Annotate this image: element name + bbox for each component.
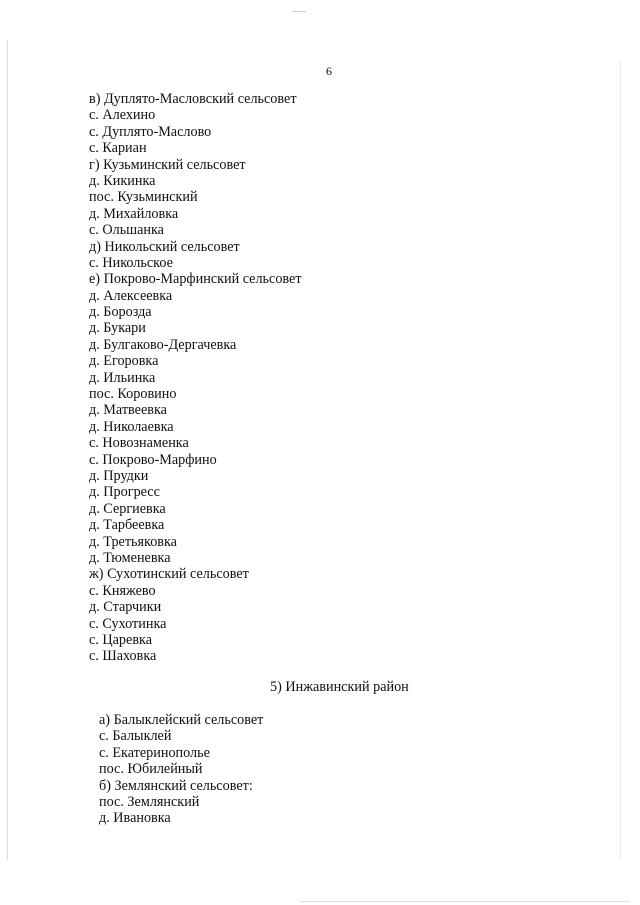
list-item: д. Сергиевка [89,500,166,517]
list-item: с. Княжево [89,582,156,599]
list-item: б) Землянский сельсовет: [99,777,253,794]
list-item: д. Кикинка [89,172,156,189]
page-number: 6 [326,64,332,78]
section-heading: 5) Инжавинский район [270,679,409,695]
scan-edge-bottom [300,901,630,902]
list-item: с. Новознаменка [89,435,189,452]
list-item: д. Матвеевка [89,402,167,419]
list-item: пос. Землянский [99,793,200,810]
list-item: в) Дуплято-Масловский сельсовет [89,91,297,107]
settlement-list-2 [99,712,263,827]
list-item: а) Балыклейский сельсовет [99,712,264,728]
list-item: е) Покрово-Марфинский сельсовет [89,271,302,288]
list-item: д. Булгаково-Дергачевка [89,336,237,353]
list-item: д. Тюменевка [89,549,171,566]
list-item: д. Тарбеевка [89,517,165,534]
list-item: с. Алехино [89,107,156,124]
list-item: д. Алексеевка [89,287,173,304]
list-item: с. Никольское [89,254,173,271]
list-item: с. Сухотинка [89,615,167,632]
list-item: д. Борозда [89,304,152,321]
list-item: д. Михайловка [89,205,179,222]
list-item: д. Прогресс [89,484,160,501]
list-item: д. Старчики [89,599,162,616]
list-item: пос. Кузьминский [89,189,198,206]
list-item: с. Кариан [89,140,147,157]
list-item: с. Балыклей [99,728,172,745]
list-item: с. Екатеринополье [99,744,210,761]
list-item: д. Ильинка [89,369,156,386]
list-item: д. Николаевка [89,418,174,435]
list-item: с. Шаховка [89,648,157,665]
list-item: с. Покрово-Марфино [89,451,217,468]
list-item: пос. Коровино [89,386,177,403]
settlement-list-1 [89,91,302,665]
list-item: д. Егоровка [89,353,159,370]
list-item: с. Ольшанка [89,222,164,239]
list-item: с. Дуплято-Маслово [89,123,212,140]
list-item: ж) Сухотинский сельсовет [89,566,249,583]
scan-edge-right [620,60,621,860]
scan-mark-top [292,11,306,12]
list-item: д. Букари [89,320,146,337]
list-item: д. Ивановка [99,810,171,827]
list-item: с. Царевка [89,631,152,648]
list-item: г) Кузьминский сельсовет [89,156,246,173]
list-item: д. Прудки [89,467,149,484]
list-item: пос. Юбилейный [99,761,203,778]
scan-edge-left [7,40,8,860]
list-item: д. Третьяковка [89,533,177,550]
list-item: д) Никольский сельсовет [89,238,240,255]
